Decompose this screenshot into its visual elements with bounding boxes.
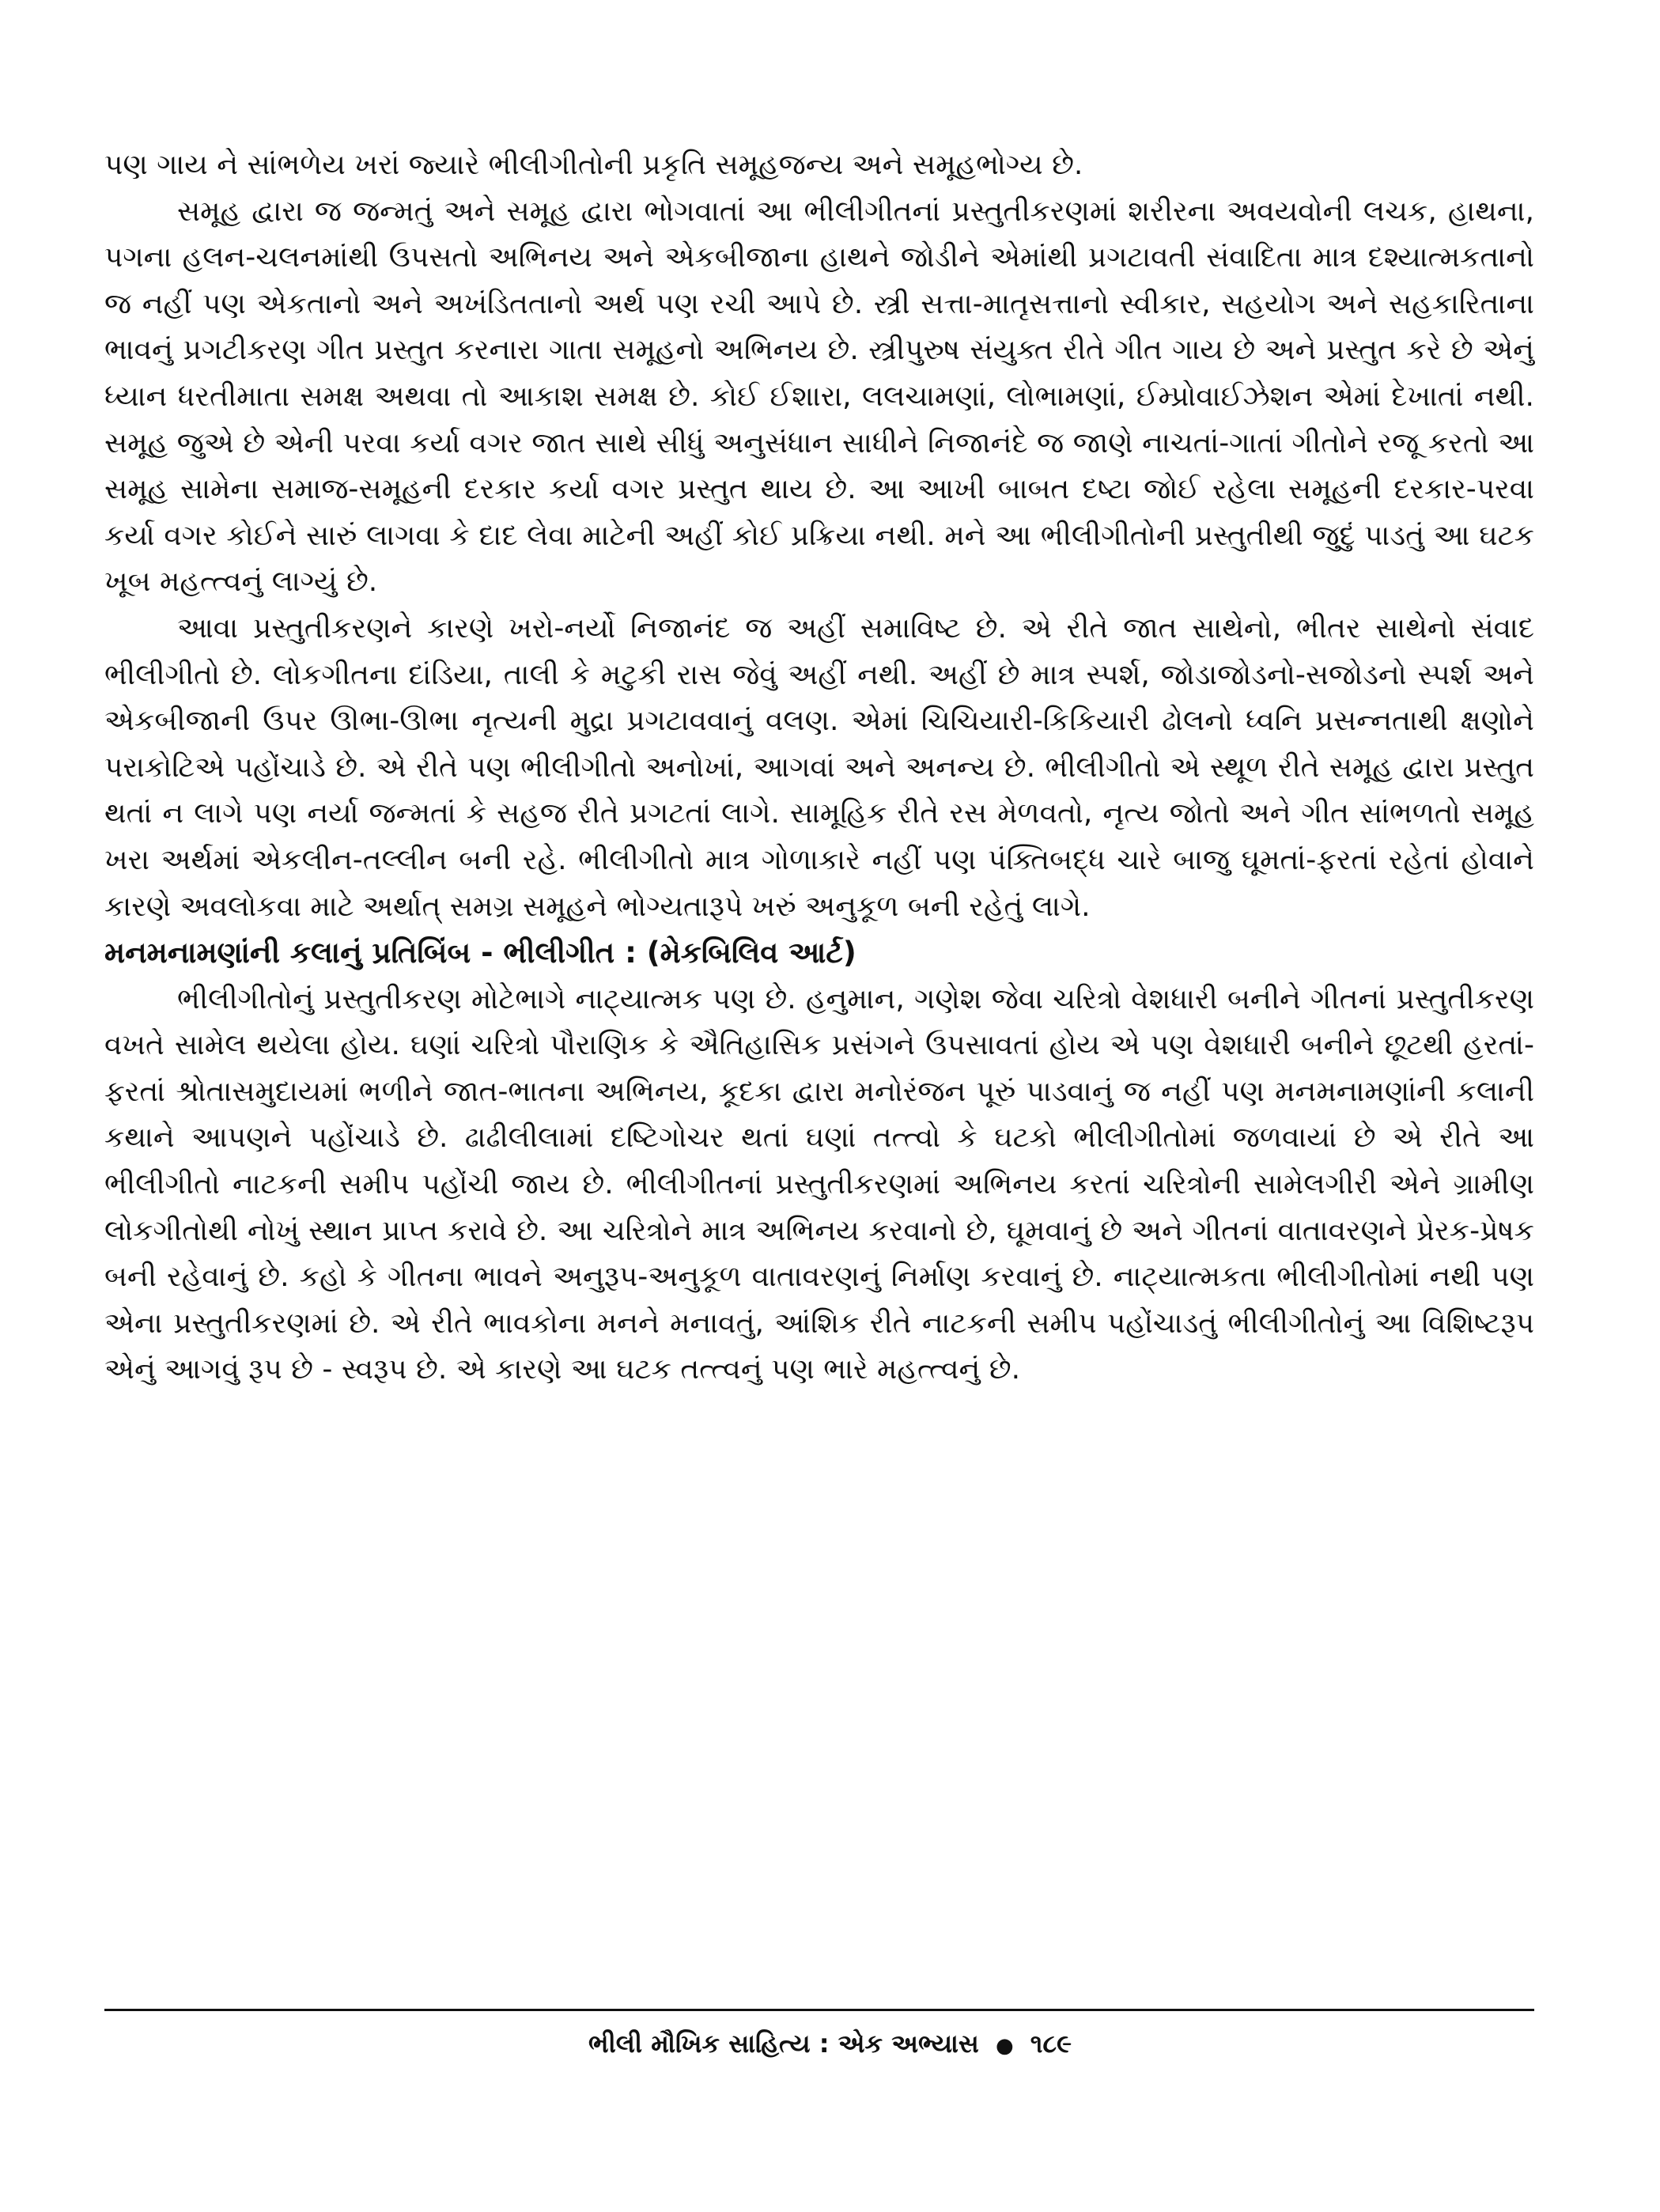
page-number: ૧૮૯ [1030,2029,1072,2059]
bullet-icon: ● [995,2034,1014,2058]
footer-divider [104,2009,1534,2011]
footer-book-title: ભીલી મૌખિક સાહિત્ય : એક અભ્યાસ [588,2029,979,2059]
page-body [104,142,1534,1393]
paragraph-continued: પણ ગાય ને સાંભળેય ખરાં જ્યારે ભીલીગીતોની પ્રકૃતિ સમૂહજન્ય અને સમૂહભોગ્ય છે. [104,149,1083,181]
paragraph: આવા પ્રસ્તુતીકરણને કારણે ખરો-નર્યો નિજાનંદ જ અહીં સમાવિષ્ટ છે. એ રીતે જાત સાથેનો, ભીતર સાથેનો સંવાદ ભીલીગીતો છે. લોકગીતના દાંડિયા, તાલી કે મટુકી રાસ જેવું અહીં નથી. અહીં છે માત્ર સ્પર્શ, જોડાજોડનો-સજોડનો સ્પર્શ અને એકબીજાની ઉપર ઊભા-ઊભા નૃત્યની મુદ્રા પ્રગટાવવાનું વલણ. એમાં ચિચિયારી-કિકિયારી ઢોલનો ધ્વનિ પ્રસન્નતાથી ક્ષણોને પરાકોટિએ પહોંચાડે છે. એ રીતે પણ ભીલીગીતો અનોખાં, આગવાં અને અનન્ય છે. ભીલીગીતો એ સ્થૂળ રીતે સમૂહ દ્વારા પ્રસ્તુત થતાં ન લાગે પણ નર્યા જન્મતાં કે સહજ રીતે પ્રગટતાં લાગે. સામૂહિક રીતે રસ મેળવતો, નૃત્ય જોતો અને ગીત સાંભળતો સમૂહ ખરા અર્થમાં એકલીન-તલ્લીન બની રહે. ભીલીગીતો માત્ર ગોળાકારે નહીં પણ પંક્તિબદ્ધ ચારે બાજુ ઘૂમતાં-ફરતાં રહેતાં હોવાને કારણે અવલોકવા માટે અર્થાત્ સમગ્ર સમૂહને ભોગ્યતારૂપે ખરું અનુકૂળ બની રહેતું લાગે. [104,611,1534,923]
paragraph: સમૂહ દ્વારા જ જન્મતું અને સમૂહ દ્વારા ભોગવાતાં આ ભીલીગીતનાં પ્રસ્તુતીકરણમાં શરીરના અવયવોની લચક, હાથના, પગના હલન-ચલનમાંથી ઉપસતો અભિનય અને એકબીજાના હાથને જોડીને એમાંથી પ્રગટાવતી સંવાદિતા માત્ર દશ્યાત્મકતાનો જ નહીં પણ એકતાનો અને અખંડિતતાનો અર્થ પણ રચી આપે છે. સ્ત્રી સત્તા-માતૃસત્તાનો સ્વીકાર, સહયોગ અને સહકારિતાના ભાવનું પ્રગટીકરણ ગીત પ્રસ્તુત કરનારા ગાતા સમૂહનો અભિનય છે. સ્ત્રીપુરુષ સંયુક્ત રીતે ગીત ગાય છે અને પ્રસ્તુત કરે છે એનું ધ્યાન ધરતીમાતા સમક્ષ અથવા તો આકાશ સમક્ષ છે. કોઈ ઈશારા, લલચામણાં, લોભામણાં, ઈમ્પ્રોવાઈઝેશન એમાં દેખાતાં નથી. સમૂહ જુએ છે એની પરવા કર્યા વગર જાત સાથે સીધું અનુસંધાન સાધીને નિજાનંદે જ જાણે નાચતાં-ગાતાં ગીતોને રજૂ કરતો આ સમૂહ સામેના સમાજ-સમૂહની દરકાર કર્યા વગર પ્રસ્તુત થાય છે. આ આખી બાબત દષ્ટા જોઈ રહેલા સમૂહની દરકાર-પરવા કર્યા વગર કોઈને સારું લાગવા કે દાદ લેવા માટેની અહીં કોઈ પ્રક્રિયા નથી. મને આ ભીલીગીતોની પ્રસ્તુતીથી જુદું પાડતું આ ઘટક ખૂબ મહત્ત્વનું લાગ્યું છે. [104,195,1534,599]
paragraph: ભીલીગીતોનું પ્રસ્તુતીકરણ મોટેભાગે નાટ્યાત્મક પણ છે. હનુમાન, ગણેશ જેવા ચરિત્રો વેશધારી બનીને ગીતનાં પ્રસ્તુતીકરણ વખતે સામેલ થયેલા હોય. ઘણાં ચરિત્રો પૌરાણિક કે ઐતિહાસિક પ્રસંગને ઉપસાવતાં હોય એ પણ વેશધારી બનીને છૂટથી હરતાં-ફરતાં શ્રોતાસમુદાયમાં ભળીને જાત-ભાતના અભિનય, કૂદકા દ્વારા મનોરંજન પૂરું પાડવાનું જ નહીં પણ મનમનામણાંની કલાની કથાને આપણને પહોંચાડે છે. ઢાઢીલીલામાં દષ્ટિગોચર થતાં ઘણાં તત્ત્વો કે ઘટકો ભીલીગીતોમાં જળવાયાં છે એ રીતે આ ભીલીગીતો નાટકની સમીપ પહોંચી જાય છે. ભીલીગીતનાં પ્રસ્તુતીકરણમાં અભિનય કરતાં ચરિત્રોની સામેલગીરી એને ગ્રામીણ લોકગીતોથી નોખું સ્થાન પ્રાપ્ત કરાવે છે. આ ચરિત્રોને માત્ર અભિનય કરવાનો છે, ઘૂમવાનું છે અને ગીતનાં વાતાવરણને પ્રેરક-પ્રેષક બની રહેવાનું છે. કહો કે ગીતના ભાવને અનુરૂપ-અનુકૂળ વાતાવરણનું નિર્માણ કરવાનું છે. નાટ્યાત્મકતા ભીલીગીતોમાં નથી પણ એના પ્રસ્તુતીકરણમાં છે. એ રીતે ભાવકોના મનને મનાવતું, આંશિક રીતે નાટકની સમીપ પહોંચાડતું ભીલીગીતોનું આ વિશિષ્ટરૂપ એનું આગવું રૂપ છે - સ્વરૂપ છે. એ કારણે આ ઘટક તત્ત્વનું પણ ભારે મહત્ત્વનું છે. [104,982,1534,1386]
page-footer [0,2026,1660,2063]
section-heading: મનમનામણાંની કલાનું પ્રતિબિંબ - ભીલીગીત : (મેકબિલિવ આર્ટ) [104,936,856,970]
